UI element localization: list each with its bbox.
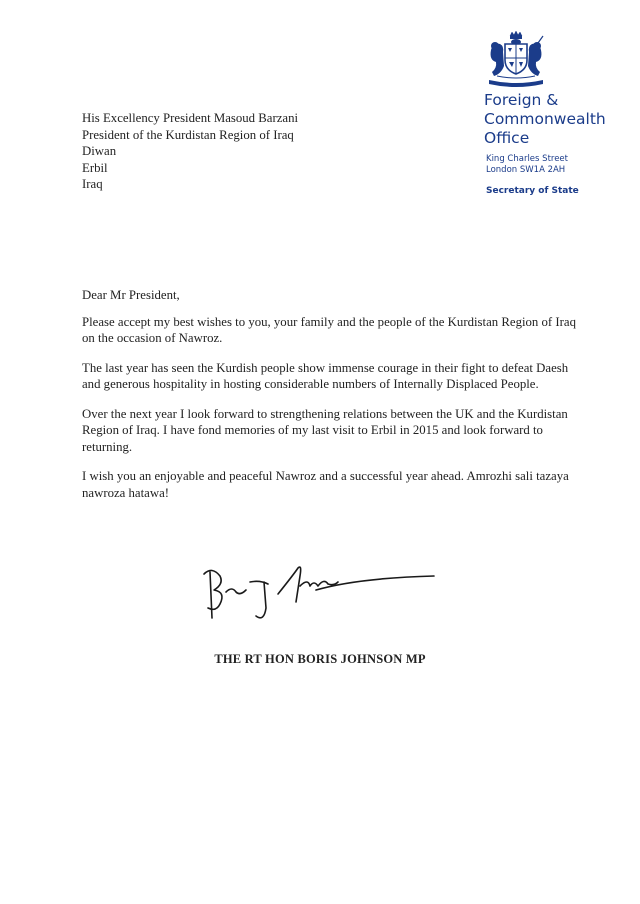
recipient-line: President of the Kurdistan Region of Iraq — [82, 127, 294, 142]
signatory-name: THE RT HON BORIS JOHNSON MP — [214, 652, 426, 666]
address-line: London SW1A 2AH — [486, 165, 566, 175]
recipient-line: Erbil — [82, 160, 108, 175]
letterhead-address — [486, 154, 568, 176]
organisation-name-line: Foreign & — [484, 91, 559, 109]
letter-paragraph: The last year has seen the Kurdish people show immense courage in their fight to defeat Daesh and generous hospitality in hosting considerable numbers of Internally Displaced People. — [82, 360, 569, 391]
letter-body — [82, 287, 582, 514]
letter-paragraph: Please accept my best wishes to you, your family and the people of the Kurdistan Region of Iraq on the occasion of Nawroz. — [82, 314, 576, 345]
salutation: Dear Mr President, — [82, 288, 180, 302]
organisation-name-line: Office — [484, 129, 530, 147]
organisation-name-line: Commonwealth — [484, 110, 606, 128]
recipient-address — [82, 110, 298, 193]
handwritten-signature — [198, 562, 438, 624]
letter-paragraph: I wish you an enjoyable and peaceful Nawroz and a successful year ahead. Amrozhi sali tazaya nawroza hatawa! — [82, 469, 569, 500]
royal-coat-of-arms-icon — [483, 30, 549, 90]
recipient-line: Iraq — [82, 177, 103, 191]
recipient-line: His Excellency President Masoud Barzani — [82, 111, 299, 125]
organisation-name — [484, 91, 634, 148]
recipient-line: Diwan — [82, 144, 117, 158]
letter-paragraph: Over the next year I look forward to strengthening relations between the UK and the Kurdistan Region of Iraq. I have fond memories of my last visit to Erbil in 2015 and look forward to returning. — [82, 406, 568, 454]
sender-office: Secretary of State — [486, 186, 579, 196]
address-line: King Charles Street — [486, 154, 568, 164]
